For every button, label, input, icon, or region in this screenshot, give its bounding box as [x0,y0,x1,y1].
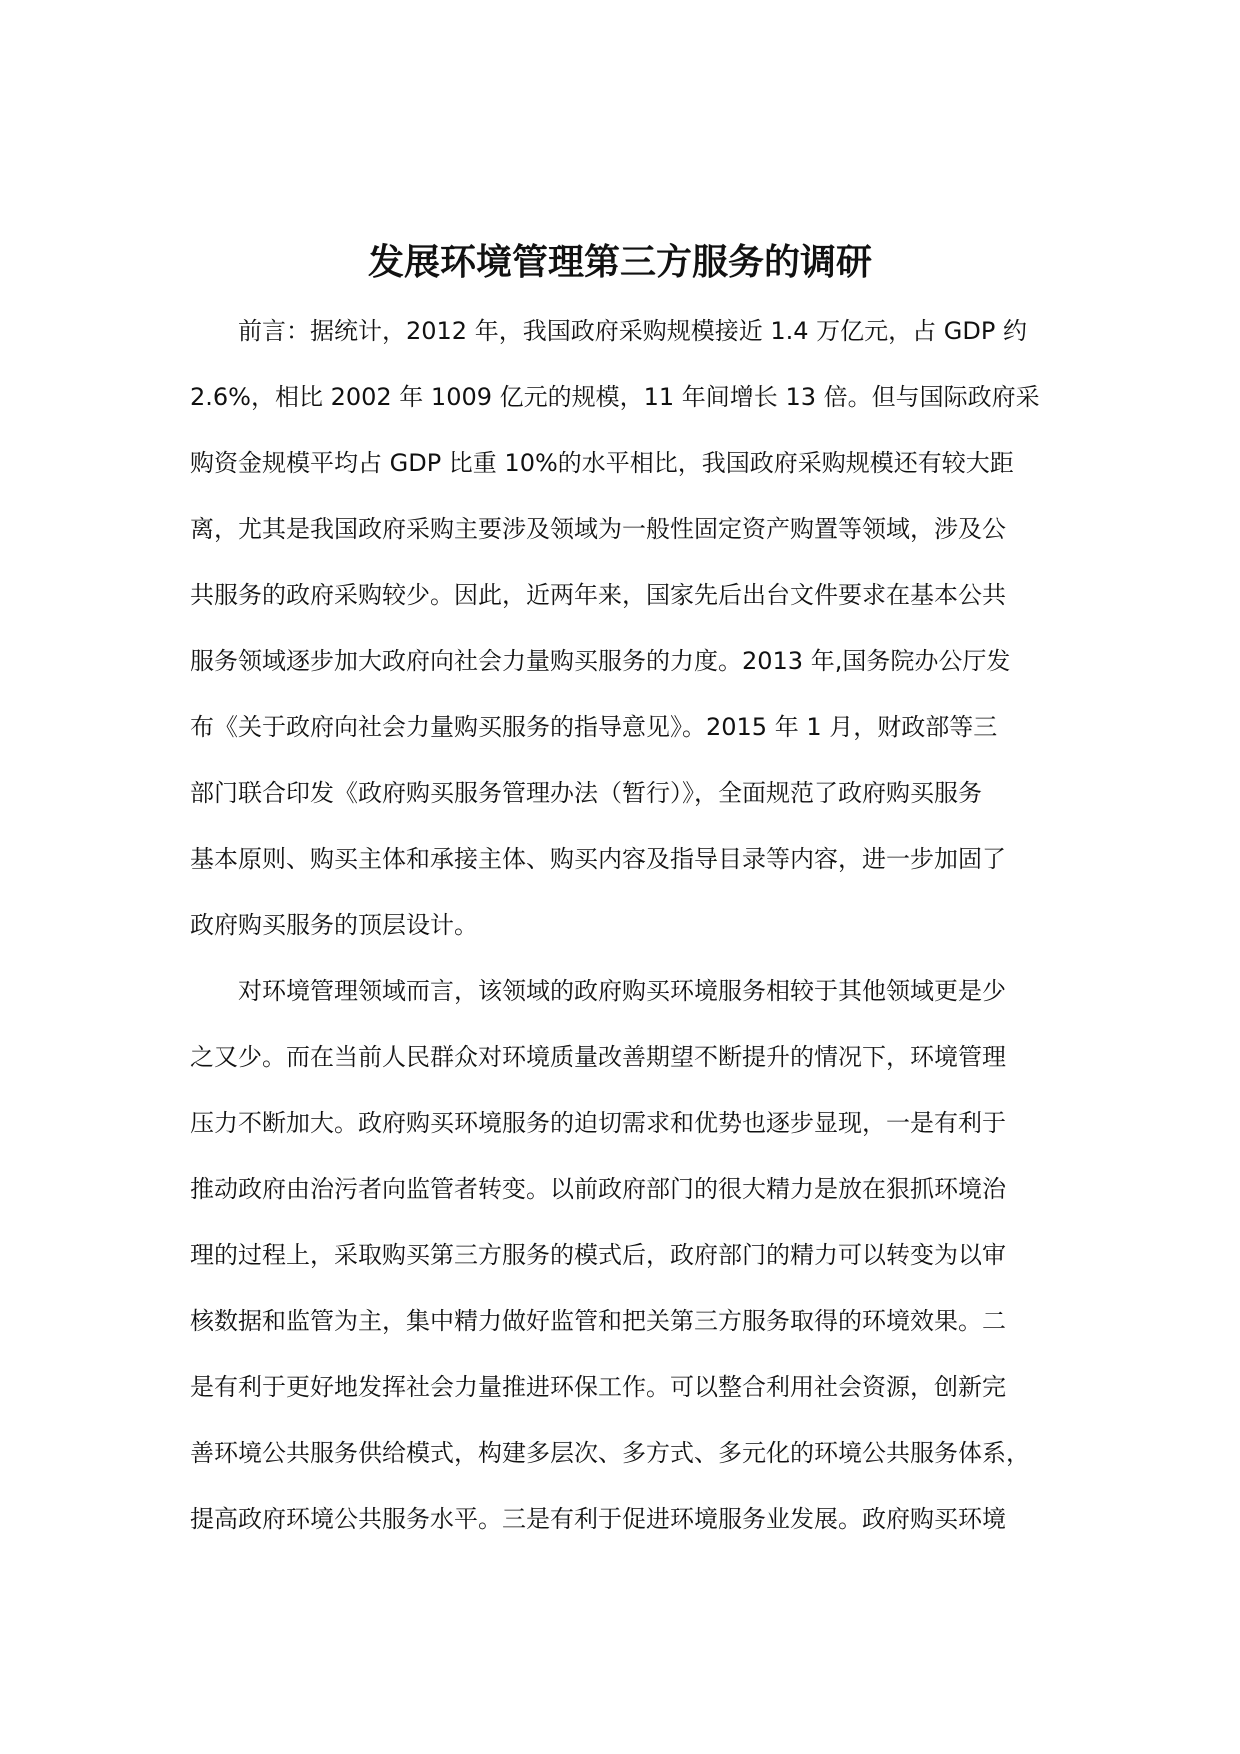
paragraph-environment [190,958,1070,1552]
paragraph-line: 布《关于政府向社会力量购买服务的指导意见》。2015 年 1 月，财政部等三 [190,713,998,741]
paragraph-line: 善环境公共服务供给模式，构建多层次、多方式、多元化的环境公共服务体系， [190,1439,1030,1467]
paragraph-line: 压力不断加大。政府购买环境服务的迫切需求和优势也逐步显现，一是有利于 [190,1109,1006,1137]
paragraph-line: 政府购买服务的顶层设计。 [190,911,478,939]
paragraph-line: 服务领域逐步加大政府向社会力量购买服务的力度。2013 年,国务院办公厅发 [190,647,1011,675]
paragraph-line: 核数据和监管为主，集中精力做好监管和把关第三方服务取得的环境效果。二 [190,1307,1006,1335]
document-body [190,298,1070,1552]
paragraph-line: 推动政府由治污者向监管者转变。以前政府部门的很大精力是放在狠抓环境治 [190,1175,1006,1203]
paragraph-line: 前言：据统计，2012 年，我国政府采购规模接近 1.4 万亿元，占 GDP 约 [238,317,1027,345]
paragraph-line: 是有利于更好地发挥社会力量推进环保工作。可以整合利用社会资源，创新完 [190,1373,1006,1401]
paragraph-line: 对环境管理领域而言，该领域的政府购买环境服务相较于其他领域更是少 [238,977,1006,1005]
paragraph-line: 提高政府环境公共服务水平。三是有利于促进环境服务业发展。政府购买环境 [190,1505,1006,1533]
paragraph-line: 2.6%，相比 2002 年 1009 亿元的规模，11 年间增长 13 倍。但与国际政府采 [190,383,1040,411]
document-title: 发展环境管理第三方服务的调研 [367,242,872,283]
paragraph-line: 之又少。而在当前人民群众对环境质量改善期望不断提升的情况下，环境管理 [190,1043,1006,1071]
paragraph-preface [190,298,1070,958]
paragraph-line: 离，尤其是我国政府采购主要涉及领域为一般性固定资产购置等领域，涉及公 [190,515,1006,543]
paragraph-line: 购资金规模平均占 GDP 比重 10%的水平相比，我国政府采购规模还有较大距 [190,449,1014,477]
paragraph-line: 共服务的政府采购较少。因此，近两年来，国家先后出台文件要求在基本公共 [190,581,1006,609]
paragraph-line: 理的过程上，采取购买第三方服务的模式后，政府部门的精力可以转变为以审 [190,1241,1006,1269]
paragraph-line: 部门联合印发《政府购买服务管理办法（暂行）》，全面规范了政府购买服务 [190,779,982,807]
paragraph-line: 基本原则、购买主体和承接主体、购买内容及指导目录等内容，进一步加固了 [190,845,1006,873]
